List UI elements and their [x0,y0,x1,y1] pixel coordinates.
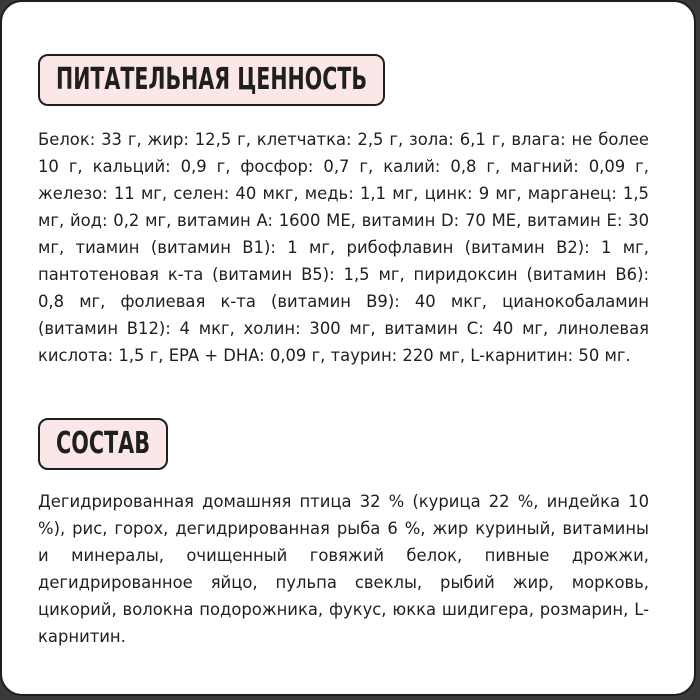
nutrition-text: Белок: 33 г, жир: 12,5 г, клетчатка: 2,5 г, зола: 6,1 г, влага: не более 10 г, кальций: 0,9 г, фосфор: 0,7 г, калий: 0,8 г, магний: 0,09 г, железо: 11 мг, селен: 40 мкг, медь: 1,1 мг, цинк: 9 мг, марганец: 1,5 мг, йод: 0,2 мг, витамин A: 1600 МЕ, витамин D: 70 МЕ, витамин Е: 30 мг, тиамин (витамин В1): 1 мг, рибофлавин (витамин В2): 1 мг, пантотеновая к-та (витамин В5): 1,5 мг, пиридоксин (витамин В6): 0,8 мг, фолиевая к-та (витамин В9): 40 мкг, цианокобаламин (витамин В12): 4 мкг, холин: 300 мг, витамин С: 40 мг, линолевая кислота: 1,5 г, EPA + DHA: 0,09 г, таурин: 220 мг, L-карнитин: 50 мг. [38,130,649,365]
composition-title: СОСТАВ [38,418,168,470]
composition-text: Дегидрированная домашняя птица 32 % (курица 22 %, индейка 10 %), рис, горох, дегидрированная рыба 6 %, жир куриный, витамины и минералы, очищенный говяжий белок, пивные дрожжи, дегидрированное яйцо, пульпа свеклы, рыбий жир, морковь, цикорий, волокна подорожника, фукус, юкка шидигера, розмарин, L-карнитин. [38,492,649,646]
nutrition-title: ПИТАТЕЛЬНАЯ ЦЕННОСТЬ [38,54,385,106]
